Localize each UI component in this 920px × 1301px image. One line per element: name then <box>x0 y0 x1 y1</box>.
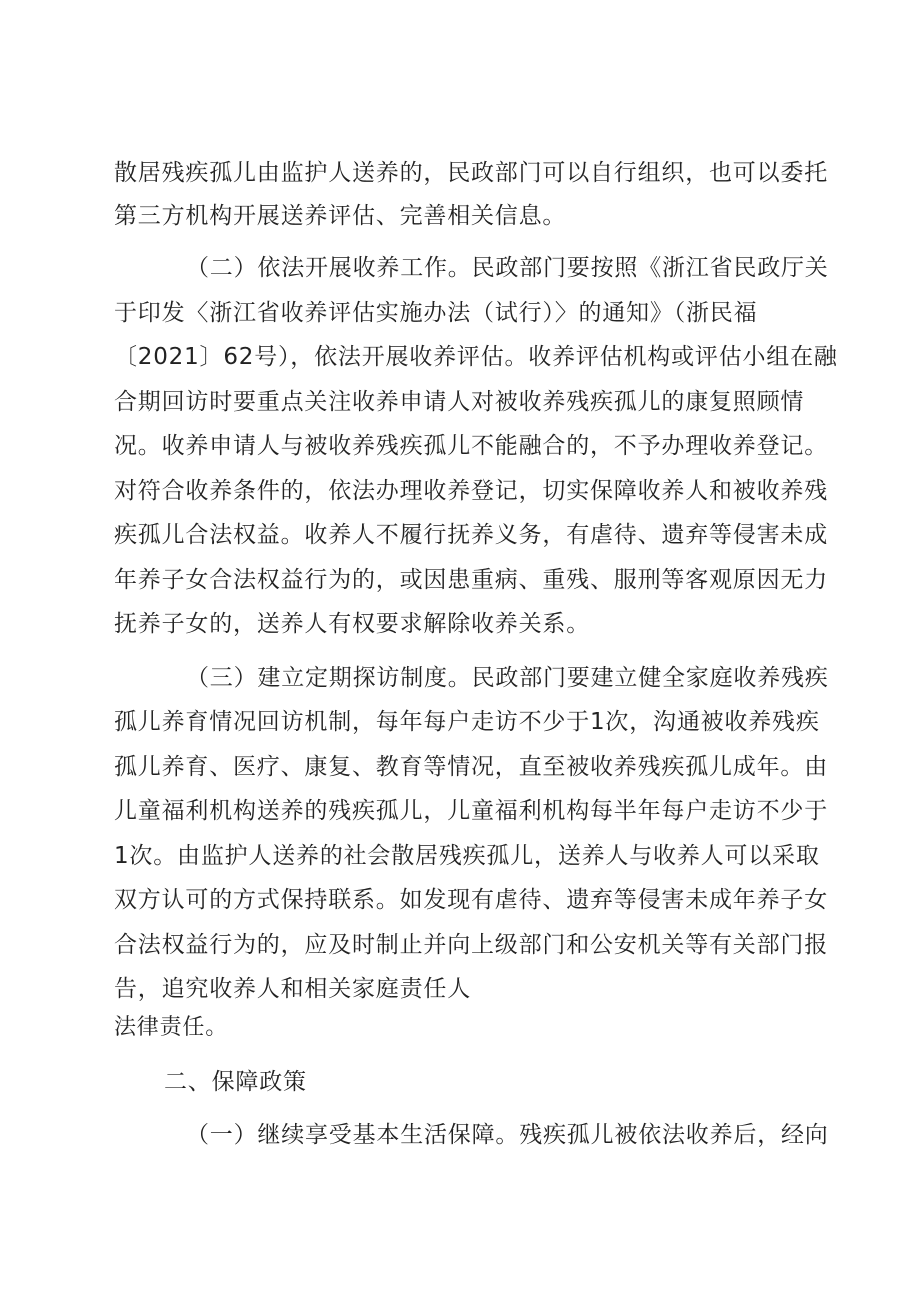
paragraph-line: 〔2021〕62号），依法开展收养评估。收养评估机构或评估小组在融 <box>114 344 838 370</box>
paragraph-line: 对符合收养条件的，依法办理收养登记，切实保障收养人和被收养残 <box>114 478 828 504</box>
paragraph-line: 疾孤儿合法权益。收养人不履行抚养义务，有虐待、遗弃等侵害未成 <box>114 522 828 548</box>
paragraph-line: 合期回访时要重点关注收养申请人对被收养残疾孤儿的康复照顾情 <box>114 389 805 415</box>
paragraph-line: （一）继续享受基本生活保障。残疾孤儿被依法收养后，经向 <box>186 1122 829 1148</box>
paragraph-line: 抚养子女的，送养人有权要求解除收养关系。 <box>114 611 590 637</box>
paragraph-line: 于印发〈浙江省收养评估实施办法（试行）〉的通知》（浙民福 <box>114 300 758 326</box>
paragraph-line: 况。收养申请人与被收养残疾孤儿不能融合的，不予办理收养登记。 <box>114 433 828 459</box>
paragraph-line: 散居残疾孤儿由监护人送养的，民政部门可以自行组织，也可以委托 <box>114 160 828 186</box>
paragraph-line: （三）建立定期探访制度。民政部门要建立健全家庭收养残疾 <box>186 665 829 691</box>
paragraph-line: 年养子女合法权益行为的，或因患重病、重残、服刑等客观原因无力 <box>114 567 828 593</box>
paragraph-line: 儿童福利机构送养的残疾孤儿，儿童福利机构每半年每户走访不少于 <box>114 798 828 824</box>
paragraph-line: 孤儿养育情况回访机制，每年每户走访不少于1次，沟通被收养残疾 <box>114 709 820 735</box>
paragraph-line: 告，追究收养人和相关家庭责任人 <box>114 976 471 1002</box>
section-heading: 二、保障政策 <box>164 1069 307 1095</box>
paragraph-line: 合法权益行为的，应及时制止并向上级部门和公安机关等有关部门报 <box>114 932 828 958</box>
paragraph-line: 双方认可的方式保持联系。如发现有虐待、遗弃等侵害未成年养子女 <box>114 887 828 913</box>
paragraph-line: （二）依法开展收养工作。民政部门要按照《浙江省民政厅关 <box>186 255 829 281</box>
paragraph-line: 孤儿养育、医疗、康复、教育等情况，直至被收养残疾孤儿成年。由 <box>114 754 828 780</box>
paragraph-line: 法律责任。 <box>114 1015 229 1040</box>
paragraph-line: 第三方机构开展送养评估、完善相关信息。 <box>114 203 567 229</box>
paragraph-line: 1次。由监护人送养的社会散居残疾孤儿，送养人与收养人可以采取 <box>114 843 820 869</box>
